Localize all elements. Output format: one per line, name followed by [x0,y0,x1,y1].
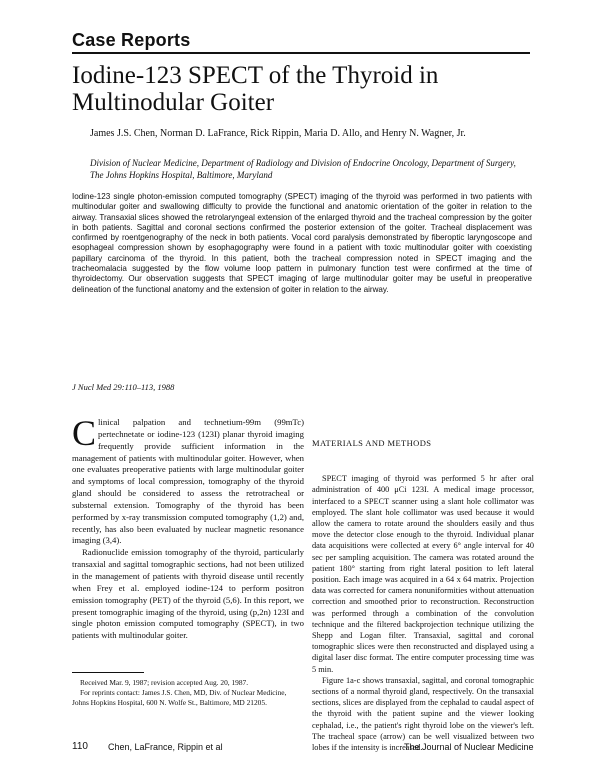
running-authors: Chen, LaFrance, Rippin et al [108,742,223,752]
affiliation: Division of Nuclear Medicine, Department of Radiology and Division of Endocrine Oncology, Department of Surgery, The Johns Hopkins Hospital, Baltimore, Maryland [90,158,516,180]
author-list: James J.S. Chen, Norman D. LaFrance, Rick Rippin, Maria D. Allo, and Henry N. Wagner, Jr. [90,128,466,139]
page-number: 110 [72,741,88,752]
article-title: Iodine-123 SPECT of the Thyroid in Multinodular Goiter [72,62,439,116]
section-heading: Case Reports [72,30,191,50]
drop-cap: C [72,413,97,453]
left-column [72,413,304,642]
methods-paragraph-2: Figure 1a-c shows transaxial, sagittal, and coronal tomographic sections of a normal thyroid gland, respectively. On the transaxial sections, slices are displayed from the cephalad to caudal aspect of the thyroid with the patient supine and the viewer looking cephalad, i.e., the patient's right thyroid lobe on the viewer's left. The tracheal space (arrow) can be well visualized between two lobes if the intensity is increased. [312,675,534,753]
journal-name: The Journal of Nuclear Medicine [404,742,534,752]
right-column [312,438,534,753]
abstract: Iodine-123 single photon-emission computed tomography (SPECT) imaging of the thyroid was performed in two patients with multinodular goiter and swallowing difficulty to provide the functional and anatomic orientation of the goiter in relation to the airway. Transaxial slices showed the retrolaryngeal extension of the enlarged thyroid and the tracheal compression by the goiter in both patients. Sagittal and coronal sections confirmed the posterior extension of the goiter. Tracheal displacement was confirmed by roentgenography of the neck in both patients. Vocal cord paralysis demonstrated by fiberoptic laryngoscope and esophageal compression shown by esophagography were found in a patient with toxic multinodular goiter with coexisting papillary carcinoma of the thyroid. In this patient, both the tracheal compression noted in SPECT imaging and the tracheomalacia suggested by the flow volume loop pattern in pulmonary function test were confirmed at the time of thyroidectomy. Our observation suggests that SPECT imaging of large multinodular goiter may be useful in preoperative delineation of the functional anatomy and the extension of goiter in relation to the airway. [72,192,532,294]
footnote-rule [72,672,144,673]
intro-paragraph-1 [72,413,304,547]
section-rule [72,52,530,54]
footnotes [72,678,304,708]
methods-heading: MATERIALS AND METHODS [312,438,432,448]
methods-paragraph-1: SPECT imaging of thyroid was performed 5 hr after oral administration of 400 μCi 123I. A medical image processor, interfaced to a SPECT scanner using a slant hole collimator was employed. The slant hole collimator was used because it would allow the camera to rotate around the shoulders easily and thus move the detector close enough to the thyroid. Individual planar data acquisitions were collected at every 6° angle interval for 40 sec per sampling acquisition. The camera was rotated around the patient 180° starting from right lateral position to left lateral position. Each image was acquired in a 64 x 64 matrix. Projection data was corrected for camera nonuniformities without attenuation correction and smoothed prior to reconstruction. Reconstruction was performed through a combination of the convolution technique and the filtered backprojection technique utilizing the Shepp and Logan filter. Transaxial, sagittal and coronal tomographic slices were then reconstructed and displayed using a digital laser disc format. The entire computer processing time was 5 min. [312,474,534,674]
intro-paragraph-2: Radionuclide emission tomography of the thyroid, particularly transaxial and sagittal tomographic sections, had not been utilized in the management of patients with thyroid disease until recently when Frey et al. employed iodine-124 to perform positron emission tomography (PET) of the thyroid (5,6). In this report, we present tomographic imaging of the thyroid, using (p,2n) 123I and single photon emission computed tomography (SPECT), in two patients with multinodular goiter. [72,547,304,641]
footnote-reprints: For reprints contact: James J.S. Chen, MD, Div. of Nuclear Medicine, Johns Hopkins Hospital, 600 N. Wolfe St., Baltimore, MD 21205. [72,688,287,707]
intro-paragraph-1-text: linical palpation and technetium-99m (99mTc) pertechnetate or iodine-123 (123I) planar thyroid imaging frequently provide sufficient information in the management of patients with multinodular goiter. However, when one evaluates preoperative patients with large multinodular goiter and symptoms of local compression, tomography of the thyroid gland should be considered to assess the retrotracheal or substernal extension. Tomography of the thyroid has been performed by x-ray transmission computed tomography (1,2) and, recently, has also been evaluated by nuclear magnetic resonance imaging (3,4). [72,417,304,546]
journal-citation: J Nucl Med 29:110–113, 1988 [72,382,175,392]
footnote-received: Received Mar. 9, 1987; revision accepted Aug. 20, 1987. [80,678,249,687]
